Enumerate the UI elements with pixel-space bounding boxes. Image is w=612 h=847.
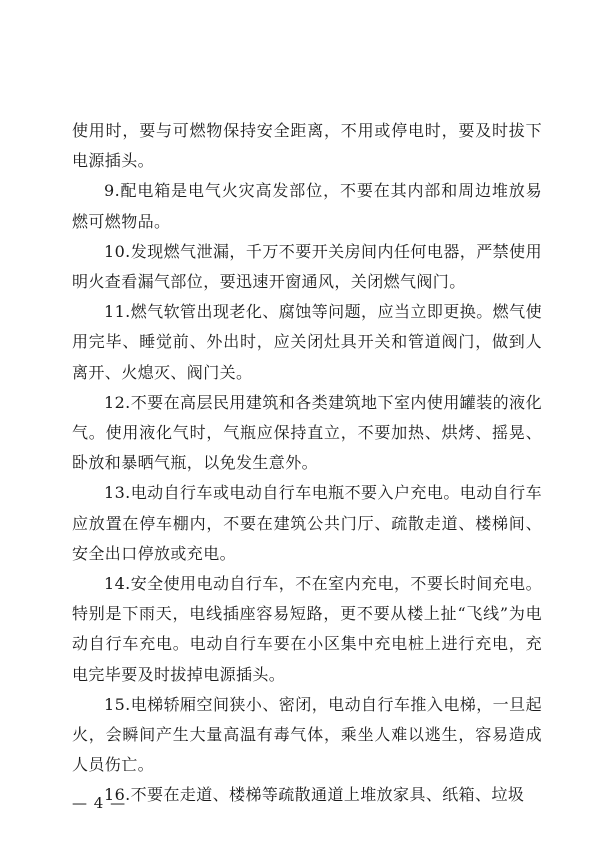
paragraph-item-12: 12.不要在高层民用建筑和各类建筑地下室内使用罐装的液化气。使用液化气时，气瓶应保持直立，不要加热、烘烤、摇晃、卧放和暴晒气瓶，以免发生意外。	[72, 392, 542, 473]
paragraph-item-11: 11.燃气软管出现老化、腐蚀等问题，应当立即更换。燃气使用完毕、睡觉前、外出时，应关闭灶具开关和管道阀门，做到人离开、火熄灭、阀门关。	[72, 302, 542, 382]
paragraph-item-13: 13.电动自行车或电动自行车电瓶不要入户充电。电动自行车应放置在停车棚内，不要在建筑公共门厅、疏散走道、楼梯间、安全出口停放或充电。	[72, 483, 542, 563]
paragraph-item-15: 15.电梯轿厢空间狭小、密闭，电动自行车推入电梯，一旦起火，会瞬间产生大量高温有毒气体，乘坐人难以逃生，容易造成人员伤亡。	[72, 694, 542, 775]
paragraph-continuation: 使用时，要与可燃物保持安全距离，不用或停电时，要及时拔下电源插头。	[72, 121, 542, 171]
paragraph-item-14: 14.安全使用电动自行车，不在室内充电，不要长时间充电。特别是下雨天，电线插座容易短路，更不要从楼上扯“飞线”为电动自行车充电。电动自行车要在小区集中充电桩上进行充电，充电完毕要及时拔掉电源插头。	[72, 574, 542, 684]
page-number: — 4 —	[72, 794, 127, 812]
paragraph-item-16: 16.不要在走道、楼梯等疏散通道上堆放家具、纸箱、垃圾	[104, 785, 525, 805]
paragraph-item-10: 10.发现燃气泄漏，千万不要开关房间内任何电器，严禁使用明火查看漏气部位，要迅速开窗通风，关闭燃气阀门。	[72, 241, 542, 292]
document-body	[72, 116, 542, 811]
paragraph-item-9: 9.配电箱是电气火灾高发部位，不要在其内部和周边堆放易燃可燃物品。	[72, 181, 542, 231]
